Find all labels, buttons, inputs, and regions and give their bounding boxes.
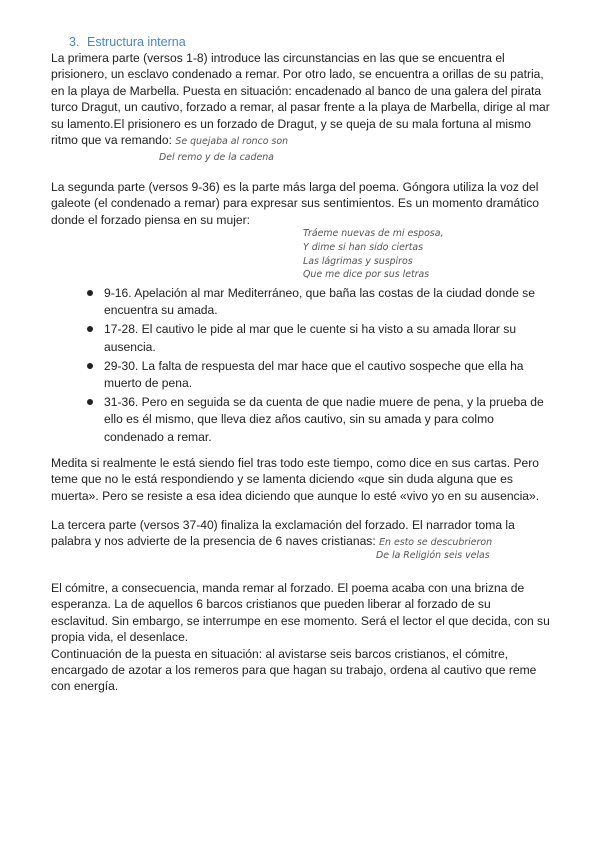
poem-quote-1: [159, 151, 274, 165]
text-line: en la playa de Marbella. Puesta en situación: encadenado al banco de una galera del pirata: [51, 83, 542, 98]
text-line: donde el forzado piensa en su mujer:: [51, 212, 251, 227]
poem-quote-2: [303, 227, 443, 282]
bullet-dot-icon: [87, 363, 93, 369]
text-line: galeote (el condenado a remar) para expresar sus sentimientos. Es un momento dramático: [51, 196, 540, 211]
text-line: con energía.: [51, 679, 119, 694]
bullet-list: [88, 285, 558, 448]
text-line: ausencia.: [104, 339, 156, 354]
text-line: Medita si realmente le está siendo fiel tras todo este tiempo, como dice en sus cartas. Pero: [51, 456, 540, 470]
text-line: La primera parte (versos 1-8) introduce las circunstancias en las que se encuentra el: [51, 51, 505, 65]
text-line: Continuación de la puesta en situación: al avistarse seis barcos cristianos, el cómitre,: [51, 646, 509, 661]
section-number: 3.: [69, 35, 80, 49]
poem-verse: Se quejaba al ronco son: [175, 135, 289, 147]
poem-verse: Tráeme nuevas de mi esposa,: [303, 228, 444, 239]
text-line: propia vida, el desenlace.: [51, 630, 189, 645]
list-item: [88, 285, 558, 319]
text-line: [51, 132, 561, 148]
text-line: 17-28. El cautivo le pide al mar que le cuente si ha visto a su amada llorar su: [104, 322, 517, 337]
paragraph-primera-parte: [51, 50, 561, 148]
paragraph-tercera-parte: [51, 517, 561, 550]
list-item: [88, 358, 558, 392]
list-item: [88, 394, 558, 446]
poem-verse: Del remo y de la cadena: [159, 152, 274, 163]
text-line: 31-36. Pero en seguida se da cuenta de que nadie muere de pena, y la prueba de: [104, 395, 544, 410]
text-line: encargado de azotar a los remeros para que hagan su trabajo, ordena al cautivo que reme: [51, 662, 537, 677]
text-line: su lamento.El prisionero es un forzado de Dragut, y se queja de su mala fortuna al mismo: [51, 116, 531, 131]
poem-verse: De la Religión seis velas: [376, 550, 490, 561]
text-line: La tercera parte (versos 37-40) finaliza la exclamación del forzado. El narrador toma la: [51, 518, 515, 532]
text-line: 9-16. Apelación al mar Mediterráneo, que baña las costas de la ciudad donde se: [104, 286, 535, 300]
bullet-dot-icon: [87, 399, 93, 405]
text-line: 29-30. La falta de respuesta del mar hace que el cautivo sospeche que ella ha: [104, 358, 524, 373]
text-line: teme que no le está respondiendo y se lamenta diciendo «que sin duda alguna que es: [51, 472, 513, 487]
poem-quote-3: [376, 549, 490, 563]
text-line: muerto de pena.: [104, 375, 193, 390]
text-line-part: ritmo que va remando:: [51, 132, 172, 147]
section-title: Estructura interna: [87, 35, 186, 49]
paragraph-comitre: [51, 580, 561, 695]
text-line: condenado a remar.: [104, 429, 212, 444]
text-line: esperanza. La de aquellos 6 barcos cristianos que pueden liberar al forzado de su: [51, 597, 491, 612]
text-line: encuentra su amada.: [104, 303, 218, 318]
poem-verse: Las lágrimas y suspiros: [303, 255, 413, 267]
poem-verse: En esto se descubrieron: [379, 537, 493, 549]
paragraph-medita: [51, 455, 561, 504]
text-line: La segunda parte (versos 9-36) es la parte más larga del poema. Góngora utiliza la voz del: [51, 180, 539, 194]
text-line: prisionero, un esclavo condenado a remar. Por otro lado, se encuentra a orillas de su patria,: [51, 67, 544, 82]
bullet-dot-icon: [87, 290, 93, 296]
text-line-part: palabra y nos advierte de la presencia de 6 naves cristianas:: [51, 534, 376, 549]
list-item: [88, 321, 558, 355]
section-heading: [69, 35, 186, 49]
text-line: esclavitud. Sin embargo, se interrumpe en ese momento. Será el lector el que decida, con su: [51, 613, 550, 628]
text-line: ello es él mismo, que lleva diez años cautivo, sin su amada y para colmo: [104, 412, 494, 427]
text-line: El cómitre, a consecuencia, manda remar al forzado. El poema acaba con una brizna de: [51, 581, 525, 595]
text-line: muerta». Pero se resiste a esa idea diciendo que aunque lo esté «vivo yo en su ausencia».: [51, 488, 540, 503]
poem-verse: Y dime si han sido ciertas: [303, 241, 424, 253]
text-line: turco Dragut, un cautivo, forzado a remar, al pasar frente a la playa de Marbella, dirige al mar: [51, 100, 550, 115]
text-line: [51, 533, 561, 549]
bullet-dot-icon: [87, 326, 93, 332]
poem-verse: Que me dice por sus letras: [303, 269, 430, 281]
paragraph-segunda-parte: [51, 179, 561, 228]
